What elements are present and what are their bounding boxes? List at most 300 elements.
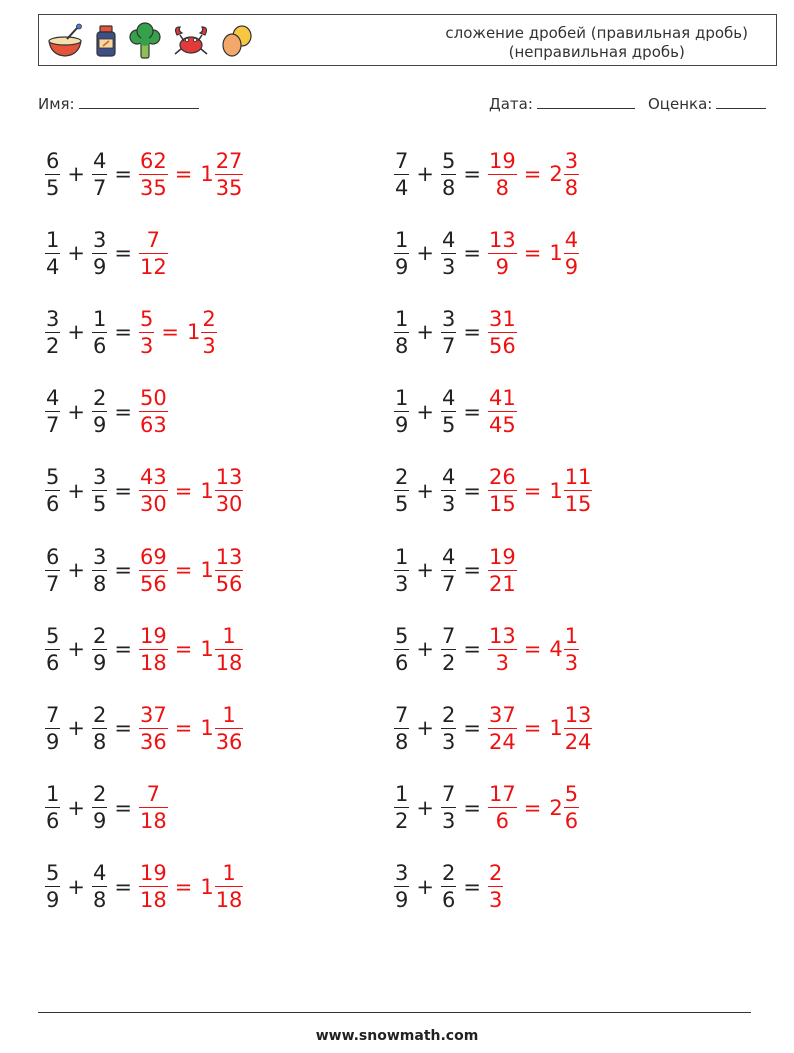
answer-fraction-numerator: 7 [146, 227, 161, 252]
addend-b-numerator: 4 [441, 227, 456, 252]
addend-b [92, 781, 107, 834]
answer-fraction-numerator: 13 [488, 623, 516, 648]
broccoli-icon [127, 22, 163, 60]
addend-a [45, 860, 60, 913]
problem-item [393, 220, 580, 286]
equals-sign-answer: = [523, 716, 542, 741]
answer-fraction-denominator: 36 [139, 729, 167, 754]
addend-a-denominator: 6 [46, 809, 60, 834]
equals-sign: = [463, 637, 481, 662]
addend-a-numerator: 6 [46, 544, 60, 569]
mixed-numerator: 13 [215, 544, 243, 569]
title-line-2: (неправильная дробь) [508, 43, 685, 61]
answer-fraction-denominator: 3 [139, 333, 154, 358]
answer-fraction-numerator: 50 [139, 386, 167, 411]
answer-fraction [139, 623, 168, 676]
addend-a-denominator: 2 [46, 333, 60, 358]
addend-a-denominator: 6 [395, 650, 409, 675]
addend-a-numerator: 1 [46, 782, 60, 807]
mixed-fraction [564, 227, 579, 280]
mixed-fraction [215, 702, 244, 755]
answer-fraction [139, 702, 168, 755]
addend-b-numerator: 3 [92, 465, 107, 490]
addend-a [394, 860, 409, 913]
mixed-numerator: 1 [222, 861, 236, 886]
addend-a-numerator: 6 [46, 148, 60, 173]
date-field [489, 94, 635, 113]
addend-b-denominator: 8 [92, 571, 107, 596]
mixed-whole: 1 [200, 637, 214, 662]
addend-b-numerator: 4 [441, 386, 456, 411]
footer-url: www.snowmath.com [315, 1028, 479, 1044]
mixed-whole: 1 [200, 874, 214, 899]
addend-b-numerator: 4 [92, 148, 107, 173]
addend-b-denominator: 9 [92, 650, 107, 675]
mixed-fraction [215, 623, 244, 676]
mixed-numerator: 1 [564, 623, 579, 648]
mixed-denominator: 3 [564, 650, 579, 675]
addend-a-numerator: 1 [395, 386, 409, 411]
mixed-denominator: 18 [215, 888, 243, 913]
mixed-fraction [564, 623, 579, 676]
answer-fraction [139, 148, 168, 201]
addend-b-numerator: 3 [92, 227, 107, 252]
name-label: Имя: [38, 95, 75, 113]
problem-item [44, 854, 244, 920]
addend-a-denominator: 9 [395, 413, 409, 438]
equals-sign: = [114, 874, 132, 899]
addend-b-denominator: 3 [441, 492, 456, 517]
answer-fraction-numerator: 5 [139, 306, 154, 331]
addend-a [394, 306, 409, 359]
plus-sign: + [67, 399, 85, 424]
mixed-fraction [201, 306, 216, 359]
addend-a-denominator: 9 [46, 888, 60, 913]
answer-fraction-denominator: 56 [488, 333, 516, 358]
addend-b-denominator: 5 [441, 413, 456, 438]
answer-fraction-numerator: 69 [139, 544, 167, 569]
addend-a-numerator: 1 [46, 227, 60, 252]
answer-fraction [488, 464, 517, 517]
problem-item [44, 299, 218, 365]
addend-a-denominator: 8 [395, 729, 409, 754]
equals-sign: = [463, 716, 481, 741]
equals-sign-answer: = [523, 637, 542, 662]
answer-fraction-numerator: 26 [488, 465, 516, 490]
addend-b [441, 702, 456, 755]
addend-b-numerator: 7 [441, 782, 456, 807]
answer-fraction-denominator: 6 [495, 809, 510, 834]
addend-b [441, 544, 456, 597]
addend-b [92, 702, 107, 755]
addend-a-denominator: 7 [46, 571, 60, 596]
mixed-denominator: 24 [564, 729, 592, 754]
mixed-denominator: 56 [215, 571, 243, 596]
grade-blank[interactable] [716, 94, 766, 109]
equals-sign: = [463, 874, 481, 899]
mixed-numerator: 2 [202, 306, 216, 331]
addend-a-numerator: 1 [395, 227, 409, 252]
addend-b-numerator: 7 [441, 623, 456, 648]
answer-fraction-denominator: 45 [488, 413, 516, 438]
answer-fraction-denominator: 35 [139, 175, 167, 200]
addend-a-denominator: 6 [46, 492, 60, 517]
addend-a [45, 544, 60, 597]
problem-item [393, 775, 580, 841]
addend-a-numerator: 5 [46, 861, 60, 886]
mixed-denominator: 8 [564, 175, 579, 200]
addend-b-numerator: 4 [441, 465, 456, 490]
addend-b [92, 860, 107, 913]
equals-sign: = [463, 320, 481, 345]
equals-sign: = [114, 162, 132, 186]
problem-item [44, 616, 244, 682]
bowl-icon [45, 23, 85, 59]
mixed-numerator: 1 [222, 623, 236, 648]
equals-sign: = [114, 320, 132, 345]
date-label: Дата: [489, 95, 533, 113]
addend-a-numerator: 7 [395, 702, 409, 727]
answer-fraction-numerator: 41 [488, 386, 516, 411]
mixed-numerator: 1 [222, 702, 236, 727]
header-icons [45, 21, 255, 61]
equals-sign: = [114, 716, 132, 741]
addend-a [45, 227, 60, 280]
equals-sign: = [463, 558, 481, 582]
plus-sign: + [67, 320, 85, 345]
mixed-denominator: 18 [215, 650, 243, 675]
equals-sign: = [114, 399, 132, 424]
problem-item [393, 299, 518, 365]
plus-sign: + [416, 478, 434, 503]
equals-sign: = [463, 478, 481, 503]
mixed-whole: 2 [549, 162, 563, 186]
addend-a [45, 702, 60, 755]
addend-a [45, 148, 60, 201]
mixed-denominator: 15 [564, 492, 592, 517]
answer-fraction [488, 544, 517, 597]
mixed-fraction [215, 464, 244, 517]
addend-b-denominator: 3 [441, 254, 456, 279]
addend-a-numerator: 3 [46, 306, 60, 331]
answer-fraction-denominator: 12 [139, 254, 167, 279]
addend-b-denominator: 7 [92, 175, 107, 200]
addend-a-numerator: 3 [395, 861, 409, 886]
answer-fraction [139, 860, 168, 913]
addend-b [441, 623, 456, 676]
plus-sign: + [67, 716, 85, 741]
plus-sign: + [67, 241, 85, 266]
answer-fraction-numerator: 17 [488, 782, 516, 807]
mixed-fraction [564, 702, 593, 755]
problem-item [44, 775, 169, 841]
addend-b [92, 148, 107, 201]
addend-a-denominator: 9 [395, 888, 409, 913]
addend-b-denominator: 9 [92, 413, 107, 438]
mixed-denominator: 6 [564, 809, 579, 834]
plus-sign: + [416, 320, 434, 345]
equals-sign: = [463, 162, 481, 186]
addend-a-denominator: 9 [46, 729, 60, 754]
mixed-whole: 1 [200, 162, 214, 186]
equals-sign-answer: = [523, 162, 542, 186]
answer-fraction-denominator: 56 [139, 571, 167, 596]
mixed-whole: 1 [186, 320, 201, 345]
plus-sign: + [416, 399, 434, 424]
mixed-fraction [564, 464, 593, 517]
addend-a [394, 227, 409, 280]
mixed-fraction [215, 544, 244, 597]
answer-fraction [488, 385, 517, 438]
addend-b [441, 227, 456, 280]
equals-sign-answer: = [523, 795, 542, 820]
equals-sign-answer: = [174, 558, 193, 582]
problem-item [393, 616, 580, 682]
mixed-denominator: 30 [215, 492, 243, 517]
equals-sign: = [463, 399, 481, 424]
answer-fraction-numerator: 37 [139, 702, 167, 727]
answer-fraction-numerator: 19 [139, 861, 167, 886]
problem-item [393, 695, 593, 761]
problem-item [393, 537, 518, 603]
plus-sign: + [67, 478, 85, 503]
answer-fraction-denominator: 8 [495, 175, 510, 200]
mixed-numerator: 11 [564, 465, 592, 490]
addend-b-denominator: 3 [441, 809, 456, 834]
addend-b-numerator: 2 [92, 782, 107, 807]
mixed-whole: 1 [549, 241, 563, 266]
answer-fraction-denominator: 18 [139, 809, 167, 834]
mixed-fraction [215, 148, 244, 201]
jar-icon [93, 23, 119, 59]
addend-b [92, 623, 107, 676]
addend-b [441, 306, 456, 359]
answer-fraction [139, 781, 168, 834]
mixed-denominator: 36 [215, 729, 243, 754]
addend-a-denominator: 9 [395, 254, 409, 279]
date-blank[interactable] [537, 94, 635, 109]
addend-b-denominator: 8 [92, 888, 107, 913]
plus-sign: + [67, 795, 85, 820]
addend-b [441, 781, 456, 834]
answer-fraction-numerator: 2 [488, 861, 503, 886]
answer-fraction [488, 227, 517, 280]
answer-fraction-denominator: 9 [495, 254, 510, 279]
addend-b-numerator: 4 [92, 861, 107, 886]
plus-sign: + [416, 241, 434, 266]
answer-fraction-numerator: 19 [488, 148, 516, 173]
addend-b-numerator: 2 [441, 702, 456, 727]
addend-b-numerator: 3 [92, 544, 107, 569]
addend-a [45, 306, 60, 359]
addend-a-numerator: 5 [46, 465, 60, 490]
mixed-numerator: 4 [564, 227, 579, 252]
answer-fraction-denominator: 18 [139, 650, 167, 675]
answer-fraction-numerator: 31 [488, 306, 516, 331]
addend-a-denominator: 4 [395, 175, 409, 200]
addend-b-numerator: 1 [92, 306, 107, 331]
mixed-denominator: 3 [202, 333, 216, 358]
answer-fraction-numerator: 62 [139, 148, 167, 173]
addend-a [394, 702, 409, 755]
addend-b [92, 306, 107, 359]
mixed-numerator: 5 [564, 782, 579, 807]
answer-fraction [139, 306, 154, 359]
addend-a-numerator: 2 [395, 465, 409, 490]
answer-fraction [139, 385, 168, 438]
worksheet-header [38, 14, 777, 66]
problem-item [44, 220, 169, 286]
answer-fraction-numerator: 19 [488, 544, 516, 569]
title-line-1: сложение дробей (правильная дробь) [445, 24, 748, 42]
equals-sign: = [114, 241, 132, 266]
equals-sign-answer: = [523, 241, 542, 266]
answer-fraction [139, 544, 168, 597]
answer-fraction-denominator: 3 [488, 888, 503, 913]
problem-item [44, 537, 244, 603]
answer-fraction-numerator: 13 [488, 227, 516, 252]
problem-item [44, 379, 169, 445]
addend-b-numerator: 2 [441, 861, 456, 886]
addend-b-denominator: 5 [92, 492, 107, 517]
addend-b-denominator: 7 [441, 571, 456, 596]
answer-fraction-denominator: 63 [139, 413, 167, 438]
plus-sign: + [416, 795, 434, 820]
answer-fraction-numerator: 19 [139, 623, 167, 648]
mixed-denominator: 35 [215, 175, 243, 200]
addend-a-numerator: 1 [395, 306, 409, 331]
addend-b [92, 227, 107, 280]
addend-a-numerator: 7 [46, 702, 60, 727]
addend-a-numerator: 5 [46, 623, 60, 648]
answer-fraction [139, 464, 168, 517]
equals-sign-answer: = [174, 478, 193, 503]
addend-a-denominator: 8 [395, 333, 409, 358]
grade-label: Оценка: [648, 95, 713, 113]
addend-a [394, 544, 409, 597]
addend-b-numerator: 2 [92, 623, 107, 648]
addend-a-numerator: 1 [395, 782, 409, 807]
eggs-icon [219, 23, 255, 59]
equals-sign-answer: = [174, 637, 193, 662]
grade-field [648, 94, 766, 113]
addend-b [92, 544, 107, 597]
mixed-numerator: 13 [215, 465, 243, 490]
answer-fraction-denominator: 24 [488, 729, 516, 754]
addend-b-numerator: 2 [92, 386, 107, 411]
answer-fraction-numerator: 37 [488, 702, 516, 727]
mixed-whole: 4 [549, 637, 563, 662]
footer-divider [38, 1012, 751, 1013]
addend-a-denominator: 3 [395, 571, 409, 596]
addend-b-numerator: 5 [441, 148, 456, 173]
name-blank[interactable] [79, 94, 199, 109]
addend-b-denominator: 8 [92, 729, 107, 754]
equals-sign: = [463, 795, 481, 820]
addend-b-numerator: 3 [441, 306, 456, 331]
addend-b [441, 464, 456, 517]
equals-sign: = [114, 795, 132, 820]
equals-sign: = [114, 478, 132, 503]
addend-a [394, 385, 409, 438]
plus-sign: + [67, 874, 85, 899]
answer-fraction [488, 148, 517, 201]
addend-a-numerator: 1 [395, 544, 409, 569]
problem-item [44, 141, 244, 207]
mixed-numerator: 3 [564, 148, 579, 173]
problem-item [44, 695, 244, 761]
addend-a [45, 385, 60, 438]
answer-fraction-denominator: 21 [488, 571, 516, 596]
problem-item [393, 379, 518, 445]
addend-a [45, 781, 60, 834]
addend-a-denominator: 2 [395, 809, 409, 834]
mixed-fraction [564, 781, 579, 834]
addend-a-numerator: 7 [395, 148, 409, 173]
answer-fraction-denominator: 18 [139, 888, 167, 913]
addend-b [92, 385, 107, 438]
addend-a-denominator: 5 [395, 492, 409, 517]
answer-fraction-numerator: 43 [139, 465, 167, 490]
addend-b [92, 464, 107, 517]
addend-b-denominator: 9 [92, 809, 107, 834]
mixed-numerator: 27 [215, 148, 243, 173]
answer-fraction [488, 702, 517, 755]
plus-sign: + [416, 162, 434, 186]
addend-a-denominator: 5 [46, 175, 60, 200]
answer-fraction-denominator: 30 [139, 492, 167, 517]
addend-b [441, 148, 456, 201]
crab-icon [171, 23, 211, 59]
equals-sign-answer: = [174, 874, 193, 899]
plus-sign: + [67, 637, 85, 662]
plus-sign: + [416, 558, 434, 582]
addend-b [441, 385, 456, 438]
equals-sign-answer: = [174, 716, 193, 741]
addend-a-denominator: 4 [46, 254, 60, 279]
addend-a [394, 781, 409, 834]
problem-item [44, 458, 244, 524]
problem-item [393, 854, 504, 920]
mixed-whole: 2 [549, 795, 563, 820]
addend-b-denominator: 2 [441, 650, 456, 675]
mixed-fraction [215, 860, 244, 913]
plus-sign: + [67, 162, 85, 186]
addend-a [45, 623, 60, 676]
addend-a [394, 464, 409, 517]
mixed-denominator: 9 [564, 254, 579, 279]
addend-b-denominator: 7 [441, 333, 456, 358]
addend-b-numerator: 4 [441, 544, 456, 569]
answer-fraction-denominator: 3 [495, 650, 510, 675]
addend-a-denominator: 7 [46, 413, 60, 438]
mixed-whole: 1 [549, 478, 563, 503]
problem-item [393, 458, 593, 524]
equals-sign: = [114, 558, 132, 582]
addend-b-denominator: 8 [441, 175, 456, 200]
mixed-whole: 1 [200, 478, 214, 503]
answer-fraction [488, 623, 517, 676]
addend-a [394, 623, 409, 676]
mixed-numerator: 13 [564, 702, 592, 727]
equals-sign-answer: = [174, 162, 193, 186]
equals-sign: = [114, 637, 132, 662]
addend-a [394, 148, 409, 201]
mixed-whole: 1 [200, 716, 214, 741]
addend-a-numerator: 5 [395, 623, 409, 648]
answer-fraction-denominator: 15 [488, 492, 516, 517]
equals-sign: = [463, 241, 481, 266]
